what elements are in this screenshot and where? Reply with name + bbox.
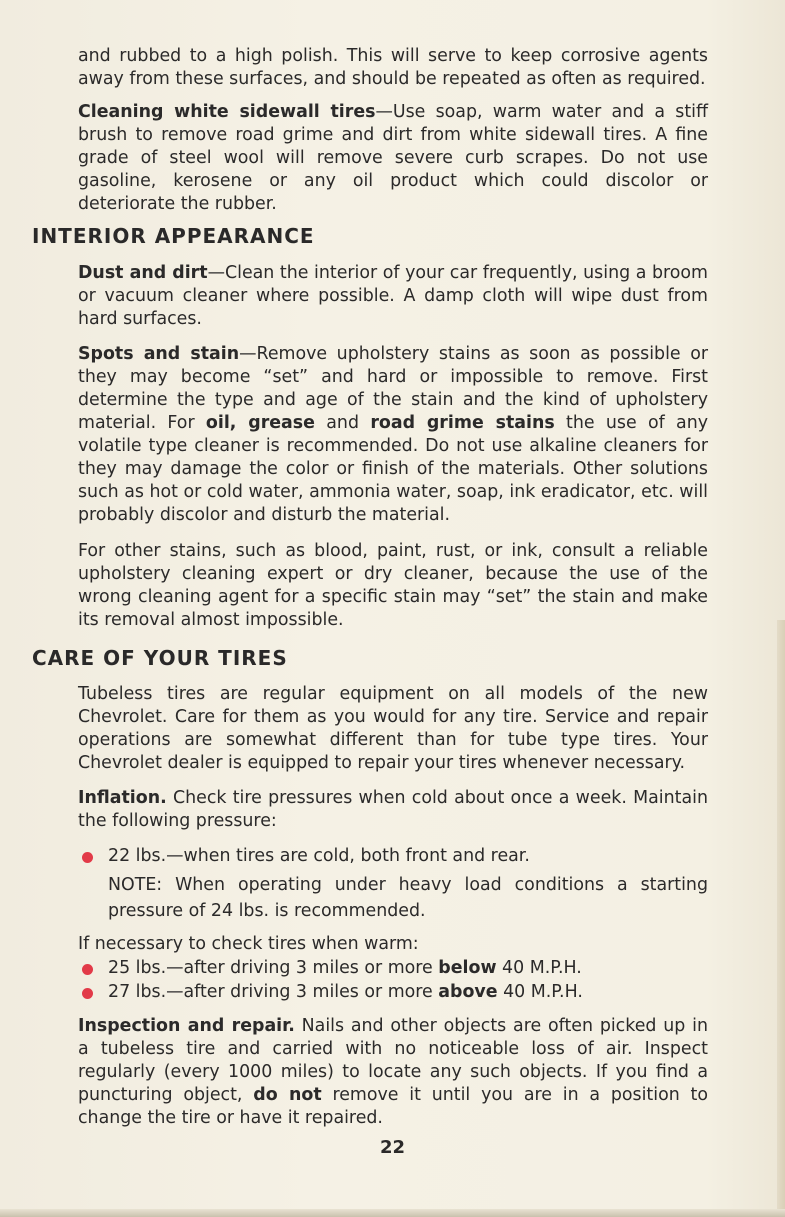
bullet-item-cold <box>78 845 708 868</box>
spots-bold-1: oil, grease <box>205 413 315 433</box>
inspection-text-2: remove it until you are in a position to change the tire or have it repaired. <box>78 1085 709 1128</box>
spots-text-2: and <box>314 413 371 433</box>
top-paragraph-block <box>78 45 708 91</box>
other-stains-paragraph: For other stains, such as blood, paint, rust, or ink, consult a reliable upholstery cleaning expert or dry cleaner, because the use of the wrong cleaning agent for a specific stain may “set” the stain and make its removal almost impossible. <box>78 541 708 630</box>
page-bottom-shadow <box>0 1209 785 1217</box>
inflation-label: Inflation. <box>78 788 167 808</box>
warm-intro: If necessary to check tires when warm: <box>78 934 419 954</box>
page-number: 22 <box>379 1137 406 1158</box>
sidewall-text: —Use soap, warm water and a stiff brush to remove road grime and dirt from white sidewall tires. A fine grade of steel wool will remove severe curb scrapes. Do not use gasoline, kerosene or any oil product which could discolor or deteriorate the rubber. <box>78 102 708 214</box>
bullet-below-post: 40 M.P.H. <box>496 958 582 978</box>
bullet-below-text: 25 lbs.—after driving 3 miles or more <box>108 958 439 978</box>
tires-intro-section <box>78 683 708 775</box>
other-stains-section <box>78 540 708 632</box>
spots-bold-2: road grime stains <box>370 413 555 433</box>
spots-text-3: the use of any volatile type cleaner is recommended. Do not use alkaline cleaners for they may damage the color or finish of the materials. Other solutions such as hot or cold water, ammonia water, soap, ink eradicator, etc. will probably discolor and disturb the material. <box>78 413 709 525</box>
inspection-text-1: Nails and other objects are often picked up in a tubeless tire and carried with no noticeable loss of air. Inspect regularly (every 1000 miles) to locate any such objects. If you find a puncturing object, <box>78 1016 708 1105</box>
bullet-dot-icon <box>82 852 93 863</box>
bullet-above-bold: above <box>438 982 498 1002</box>
sidewall-section <box>78 101 708 216</box>
inflation-paragraph <box>78 787 708 833</box>
spots-label: Spots and stain <box>78 344 240 364</box>
bullet-dot-icon <box>82 988 93 999</box>
page-edge <box>777 620 785 1217</box>
warm-intro-section <box>78 933 708 956</box>
top-paragraph: and rubbed to a high polish. This will serve to keep corrosive agents away from these surfaces, and should be repeated as often as required. <box>78 46 708 89</box>
bullet-cold-text: 22 lbs.—when tires are cold, both front and rear. <box>108 846 530 866</box>
bullet-above-post: 40 M.P.H. <box>497 982 583 1002</box>
bullet-below-bold: below <box>438 958 497 978</box>
sidewall-paragraph <box>78 101 708 216</box>
tires-intro: Tubeless tires are regular equipment on all models of the new Chevrolet. Care for them as you would for any tire. Service and repair operations are somewhat different than for tube type tires. Your Chevrolet dealer is equipped to repair your tires whenever necessary. <box>78 684 708 773</box>
dust-section <box>78 262 708 331</box>
tires-heading: CARE OF YOUR TIRES <box>32 646 288 670</box>
interior-heading: INTERIOR APPEARANCE <box>32 224 315 248</box>
note-paragraph: NOTE: When operating under heavy load conditions a starting pressure of 24 lbs. is recommended. <box>108 875 708 921</box>
inspection-label: Inspection and repair. <box>78 1016 295 1036</box>
inflation-text: Check tire pressures when cold about once a week. Maintain the following pressure: <box>78 788 708 831</box>
bullet-dot-icon <box>82 964 93 975</box>
inflation-section <box>78 787 708 833</box>
inspection-bold: do not <box>253 1085 322 1105</box>
spots-section <box>78 343 708 527</box>
inspection-paragraph <box>78 1015 708 1130</box>
spots-paragraph <box>78 343 708 527</box>
bullet-item-below <box>78 957 708 980</box>
spots-text-1: —Remove upholstery stains as soon as possible or they may become “set” and hard or impossible to remove. First determine the type and age of the stain and the kind of upholstery material. For <box>78 344 708 433</box>
dust-text: —Clean the interior of your car frequently, using a broom or vacuum cleaner where possible. A damp cloth will wipe dust from hard surfaces. <box>78 263 708 329</box>
inspection-section <box>78 1015 708 1130</box>
bullet-item-above <box>78 981 708 1004</box>
dust-paragraph <box>78 262 708 331</box>
bullet-above-text: 27 lbs.—after driving 3 miles or more <box>108 982 439 1002</box>
dust-label: Dust and dirt <box>78 263 208 283</box>
sidewall-label: Cleaning white sidewall tires <box>78 102 376 122</box>
note-section <box>108 872 708 924</box>
